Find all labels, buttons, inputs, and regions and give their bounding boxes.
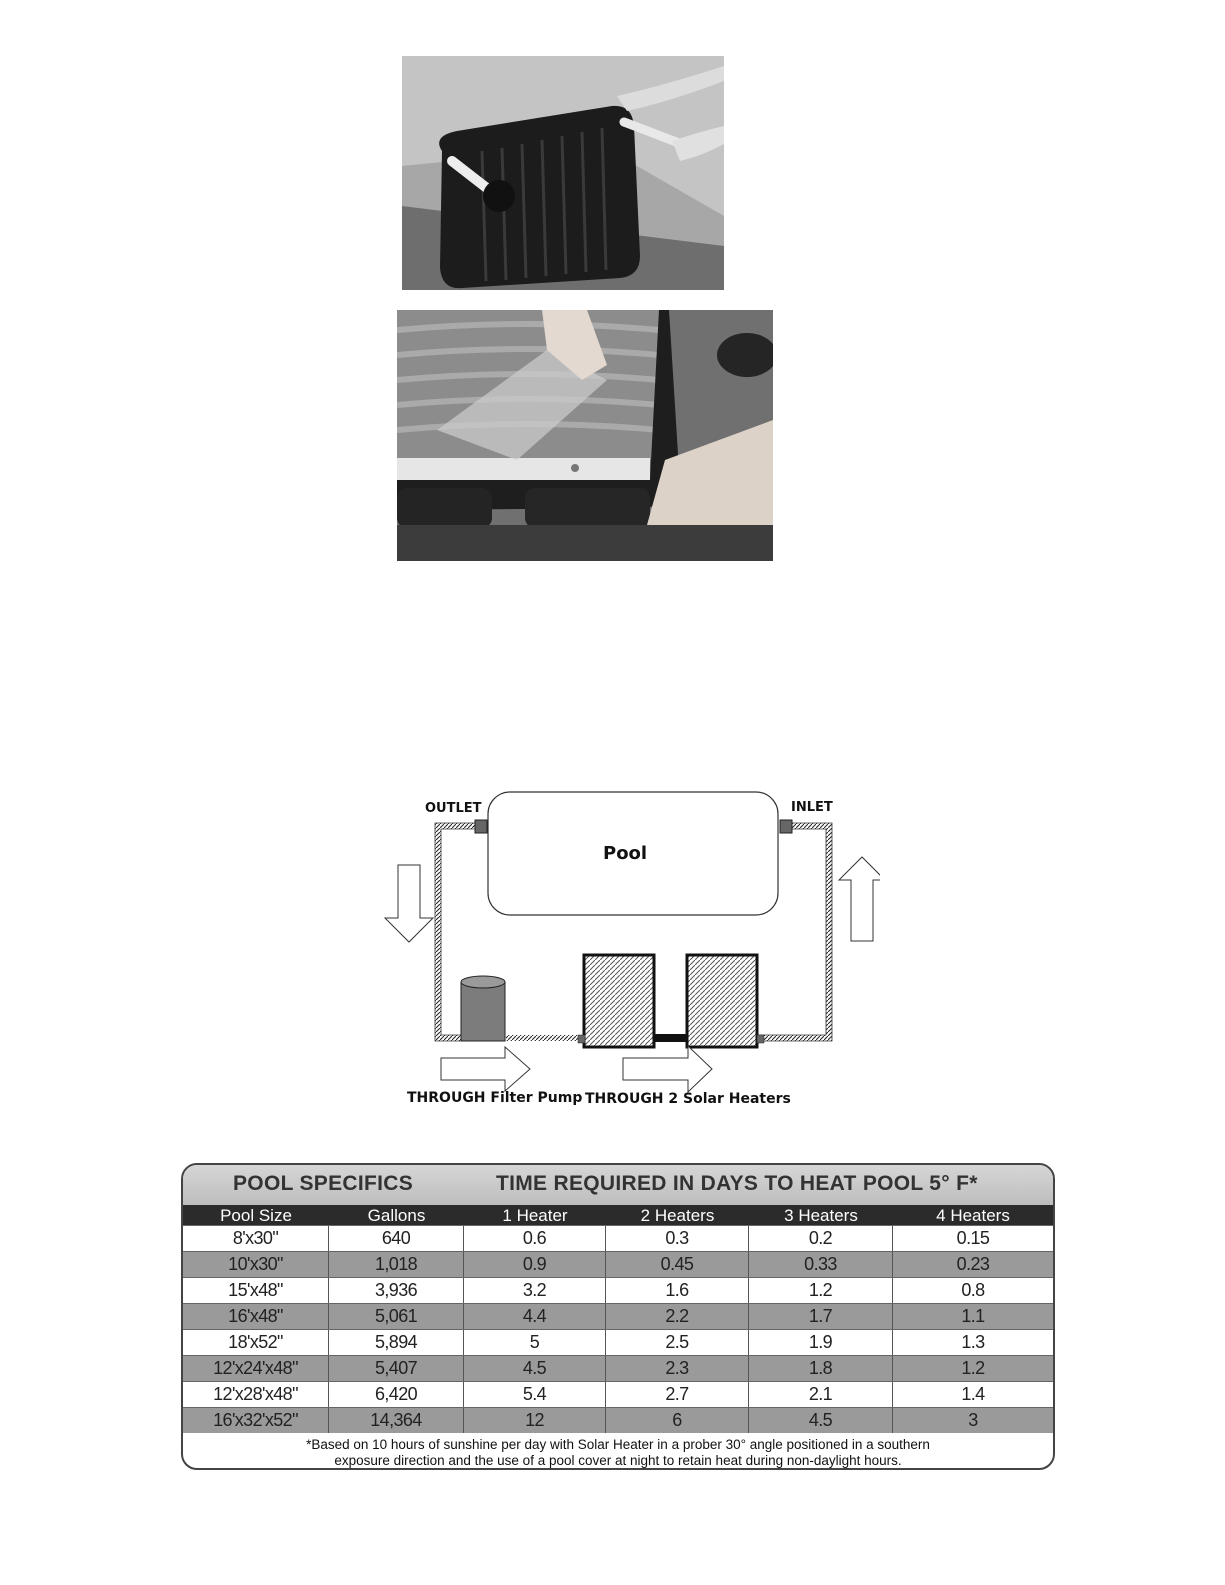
table-cell: 0.23 (956, 1254, 990, 1274)
table-row (183, 1329, 1053, 1355)
table-cell: 2.5 (606, 1330, 749, 1355)
table-cell: 3 (968, 1410, 978, 1430)
table-title-pool-specifics: POOL SPECIFICS (233, 1172, 414, 1195)
table-cell: 12'x24'x48" (183, 1356, 329, 1381)
table-cell: 8'x30" (183, 1226, 329, 1251)
table-cell: 1.3 (961, 1332, 985, 1352)
table-cell: 1.6 (606, 1278, 749, 1303)
table-title-time-required: TIME REQUIRED IN DAYS TO HEAT POOL 5° F* (496, 1172, 978, 1195)
table-cell: 0.45 (606, 1252, 749, 1277)
table-cell: 0.9 (464, 1252, 606, 1277)
table-cell: 12'x28'x48" (183, 1382, 329, 1407)
photo-solar-panel-stand (402, 56, 724, 290)
table-row (183, 1355, 1053, 1381)
right-arrow-icon (441, 1047, 530, 1091)
table-cell: 0.6 (464, 1226, 606, 1251)
table-body (183, 1225, 1053, 1433)
table-row (183, 1407, 1053, 1433)
right-arrow-icon (623, 1046, 712, 1092)
table-cell: 1.4 (961, 1384, 985, 1404)
solar-heater-1-icon (584, 955, 654, 1047)
table-cell: 4.5 (464, 1356, 606, 1381)
pool-label: Pool (603, 843, 648, 864)
table-cell: 1.1 (961, 1306, 985, 1326)
table-cell: 5,407 (329, 1356, 464, 1381)
table-cell: 4.4 (464, 1304, 606, 1329)
table-row (183, 1251, 1053, 1277)
table-cell: 16'x48" (183, 1304, 329, 1329)
column-header: 4 Heaters (936, 1206, 1010, 1225)
column-header: 1 Heater (502, 1206, 568, 1225)
table-cell: 2.2 (606, 1304, 749, 1329)
inlet-label: INLET (791, 800, 833, 815)
table-cell: 640 (329, 1226, 464, 1251)
table-cell: 5.4 (464, 1382, 606, 1407)
table-cell: 15'x48" (183, 1278, 329, 1303)
table-cell: 1.2 (749, 1278, 893, 1303)
table-cell: 0.33 (749, 1252, 893, 1277)
table-row (183, 1303, 1053, 1329)
outlet-label: OUTLET (425, 801, 482, 816)
up-arrow-icon (839, 857, 880, 941)
table-cell: 0.2 (749, 1226, 893, 1251)
table-cell: 2.3 (606, 1356, 749, 1381)
footnote-line: *Based on 10 hours of sunshine per day with Solar Heater in a prober 30° angle positioned in a southern (306, 1437, 930, 1452)
table-cell: 1,018 (329, 1252, 464, 1277)
table-cell: 1.9 (749, 1330, 893, 1355)
table-cell: 5 (464, 1330, 606, 1355)
table-cell: 0.3 (606, 1226, 749, 1251)
table-cell: 0.8 (961, 1280, 985, 1300)
table-cell: 16'x32'x52" (183, 1408, 329, 1433)
table-cell: 6 (606, 1408, 749, 1433)
table-footnote (183, 1433, 1053, 1469)
table-cell: 18'x52" (183, 1330, 329, 1355)
table-row (183, 1277, 1053, 1303)
table-cell: 2.1 (749, 1382, 893, 1407)
down-arrow-icon (385, 865, 433, 942)
column-header: Pool Size (220, 1206, 292, 1225)
column-header: 3 Heaters (784, 1206, 858, 1225)
table-cell: 0.15 (956, 1228, 990, 1248)
table-row (183, 1381, 1053, 1407)
table-cell: 14,364 (329, 1408, 464, 1433)
table-cell: 6,420 (329, 1382, 464, 1407)
table-cell: 3,936 (329, 1278, 464, 1303)
table-cell: 1.2 (961, 1358, 985, 1378)
table-cell: 5,894 (329, 1330, 464, 1355)
table-cell: 12 (464, 1408, 606, 1433)
table-header-band (183, 1165, 1053, 1205)
outlet-fitting (475, 820, 487, 833)
table-cell: 1.7 (749, 1304, 893, 1329)
column-header: 2 Heaters (640, 1206, 715, 1225)
pool-specifics-table (181, 1163, 1055, 1470)
footnote-line: exposure direction and the use of a pool cover at night to retain heat during non-daylight hours. (334, 1453, 902, 1468)
solar-heater-2-icon (687, 955, 757, 1047)
table-cell: 3.2 (464, 1278, 606, 1303)
column-header: Gallons (367, 1206, 426, 1225)
table-row (183, 1225, 1053, 1251)
inlet-fitting (780, 820, 792, 833)
table-cell: 4.5 (749, 1408, 893, 1433)
table-cell: 5,061 (329, 1304, 464, 1329)
solar-heaters-label: THROUGH 2 Solar Heaters (585, 1091, 791, 1107)
photo-peeling-film (397, 310, 773, 561)
column-header-row (183, 1205, 1053, 1225)
filter-pump-label: THROUGH Filter Pump (407, 1090, 583, 1106)
filter-pump-icon (461, 976, 505, 1041)
table-cell: 10'x30" (183, 1252, 329, 1277)
table-cell: 1.8 (749, 1356, 893, 1381)
table-cell: 2.7 (606, 1382, 749, 1407)
pool-flow-diagram (380, 780, 880, 1110)
